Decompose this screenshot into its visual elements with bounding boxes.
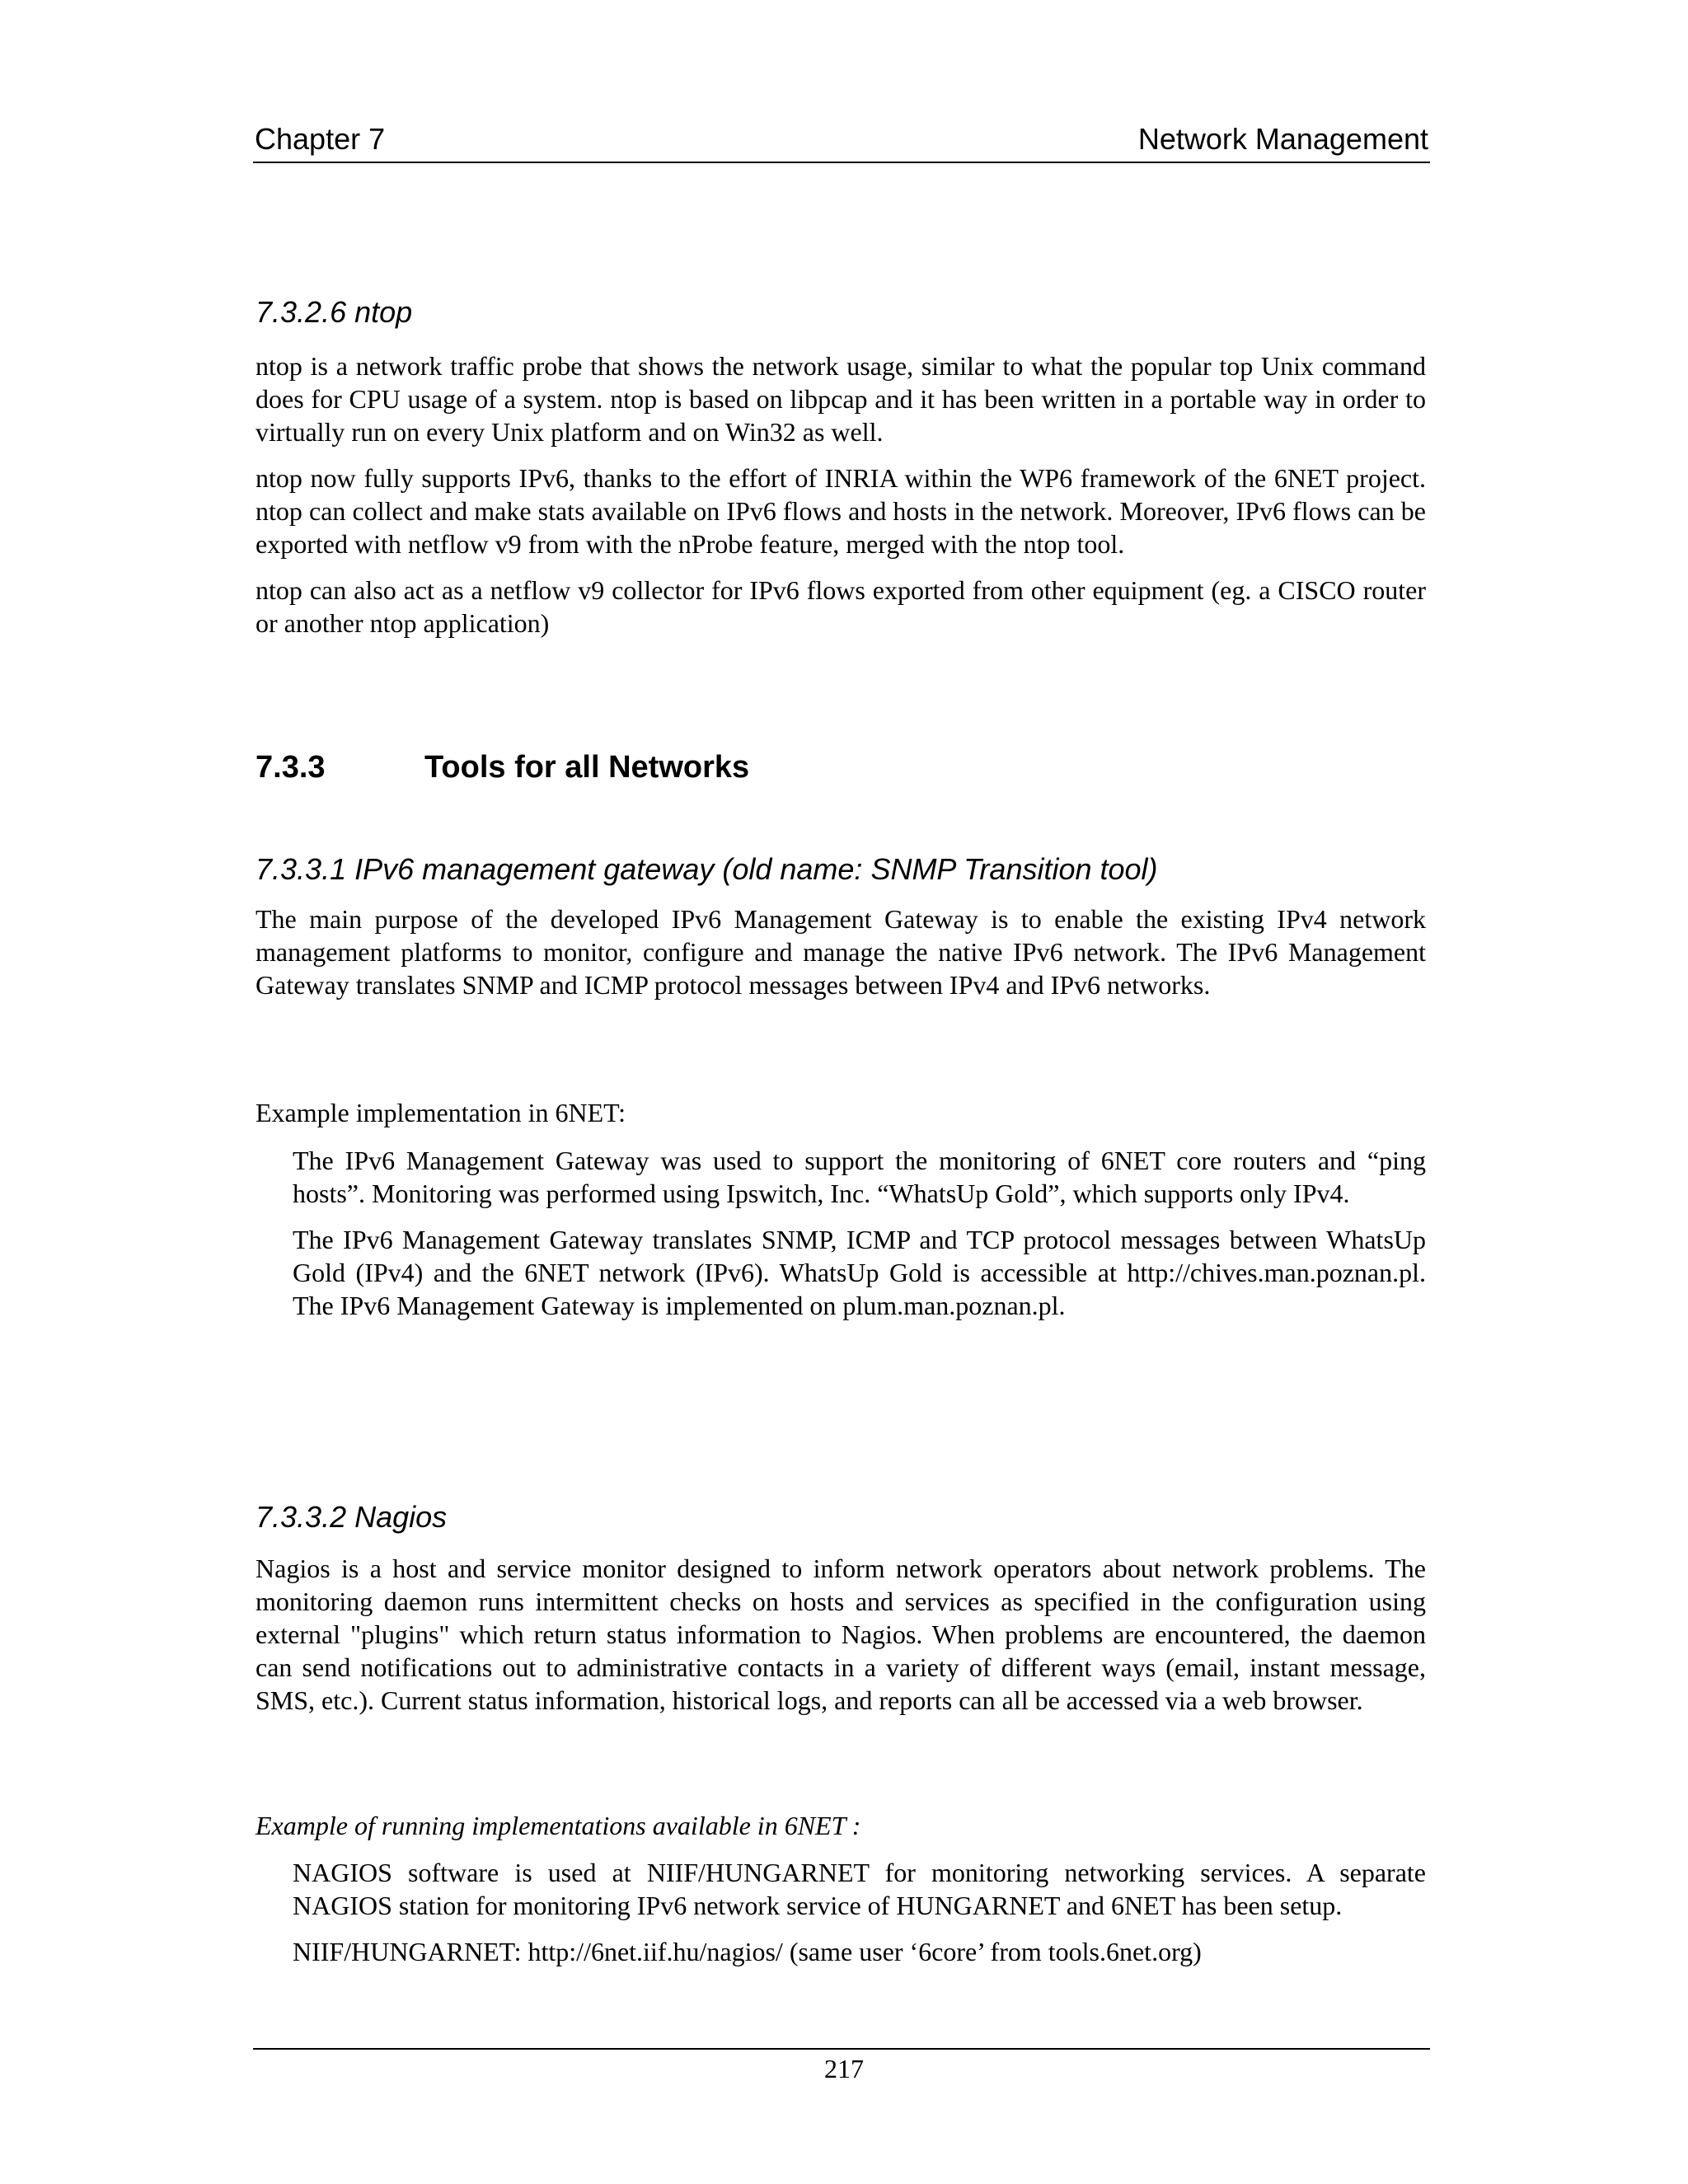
page-header [253, 122, 1430, 163]
paragraph: ntop is a network traffic probe that shows the network usage, similar to what the popular top Unix command does for CPU usage of a system. ntop is based on libpcap and it has been written in a portable way in order to virtually run on every Unix platform and on Win32 as well. [256, 351, 1426, 447]
gateway-body [256, 902, 1426, 1001]
paragraph: The main purpose of the developed IPv6 Management Gateway is to enable the existing IPv4 network management platforms to monitor, configure and manage the native IPv6 network. The IPv6 Management Gateway translates SNMP and ICMP protocol messages between IPv4 and IPv6 networks. [256, 904, 1426, 1000]
nagios-example-label [256, 1809, 1426, 1842]
footer-rule [253, 2048, 1430, 2050]
section-title: Tools for all Networks [424, 750, 750, 785]
ntop-body [256, 349, 1426, 640]
section-number: 7.3.3 [256, 750, 326, 785]
paragraph: The IPv6 Management Gateway was used to support the monitoring of 6NET core routers and “ping hosts”. Monitoring was performed using Ipswitch, Inc. “WhatsUp Gold”, which supports only IPv4. [293, 1146, 1426, 1208]
paragraph: Nagios is a host and service monitor designed to inform network operators about network problems. The monitoring daemon runs intermittent checks on hosts and services as specified in the configuration using external "plugins" which return status information to Nagios. When problems are encountered, the daemon can send notifications out to administrative contacts in a variety of different ways (email, instant message, SMS, etc.). Current status information, historical logs, and reports can all be accessed via a web browser. [256, 1554, 1426, 1715]
example-label: Example implementation in 6NET: [256, 1098, 626, 1127]
page-number: 217 [824, 2054, 864, 2083]
gateway-example-body [293, 1144, 1426, 1322]
heading-tools-for-all-networks [256, 750, 749, 785]
paragraph: The IPv6 Management Gateway translates SNMP, ICMP and TCP protocol messages between WhatsUp Gold (IPv4) and the 6NET network (IPv6). WhatsUp Gold is accessible at http://chives.man.poznan.pl. The IPv6 Management Gateway is implemented on plum.man.poznan.pl. [293, 1225, 1426, 1320]
nagios-body [256, 1552, 1426, 1717]
heading-ipv6-management-gateway: 7.3.3.1 IPv6 management gateway (old name: SNMP Transition tool) [256, 852, 1158, 886]
paragraph: NIIF/HUNGARNET: http://6net.iif.hu/nagios/ (same user ‘6core’ from tools.6net.org) [293, 1937, 1202, 1966]
header-chapter: Chapter 7 [255, 122, 386, 156]
heading-ntop: 7.3.2.6 ntop [256, 295, 413, 329]
paragraph: NAGIOS software is used at NIIF/HUNGARNET for monitoring networking services. A separate NAGIOS station for monitoring IPv6 network service of HUNGARNET and 6NET has been setup. [293, 1858, 1426, 1920]
heading-nagios: 7.3.3.2 Nagios [256, 1500, 448, 1534]
example-label: Example of running implementations available in 6NET : [256, 1811, 861, 1840]
gateway-example-label [256, 1096, 1426, 1129]
nagios-example-body [293, 1856, 1426, 1968]
header-title: Network Management [1137, 122, 1428, 156]
paragraph: ntop now fully supports IPv6, thanks to the effort of INRIA within the WP6 framework of the 6NET project. ntop can collect and make stats available on IPv6 flows and hosts in the network. Moreover, IPv6 flows can be exported with netflow v9 from with the nProbe feature, merged with the ntop tool. [256, 463, 1426, 559]
paragraph: ntop can also act as a netflow v9 collector for IPv6 flows exported from other equipment (eg. a CISCO router or another ntop application) [256, 575, 1426, 638]
